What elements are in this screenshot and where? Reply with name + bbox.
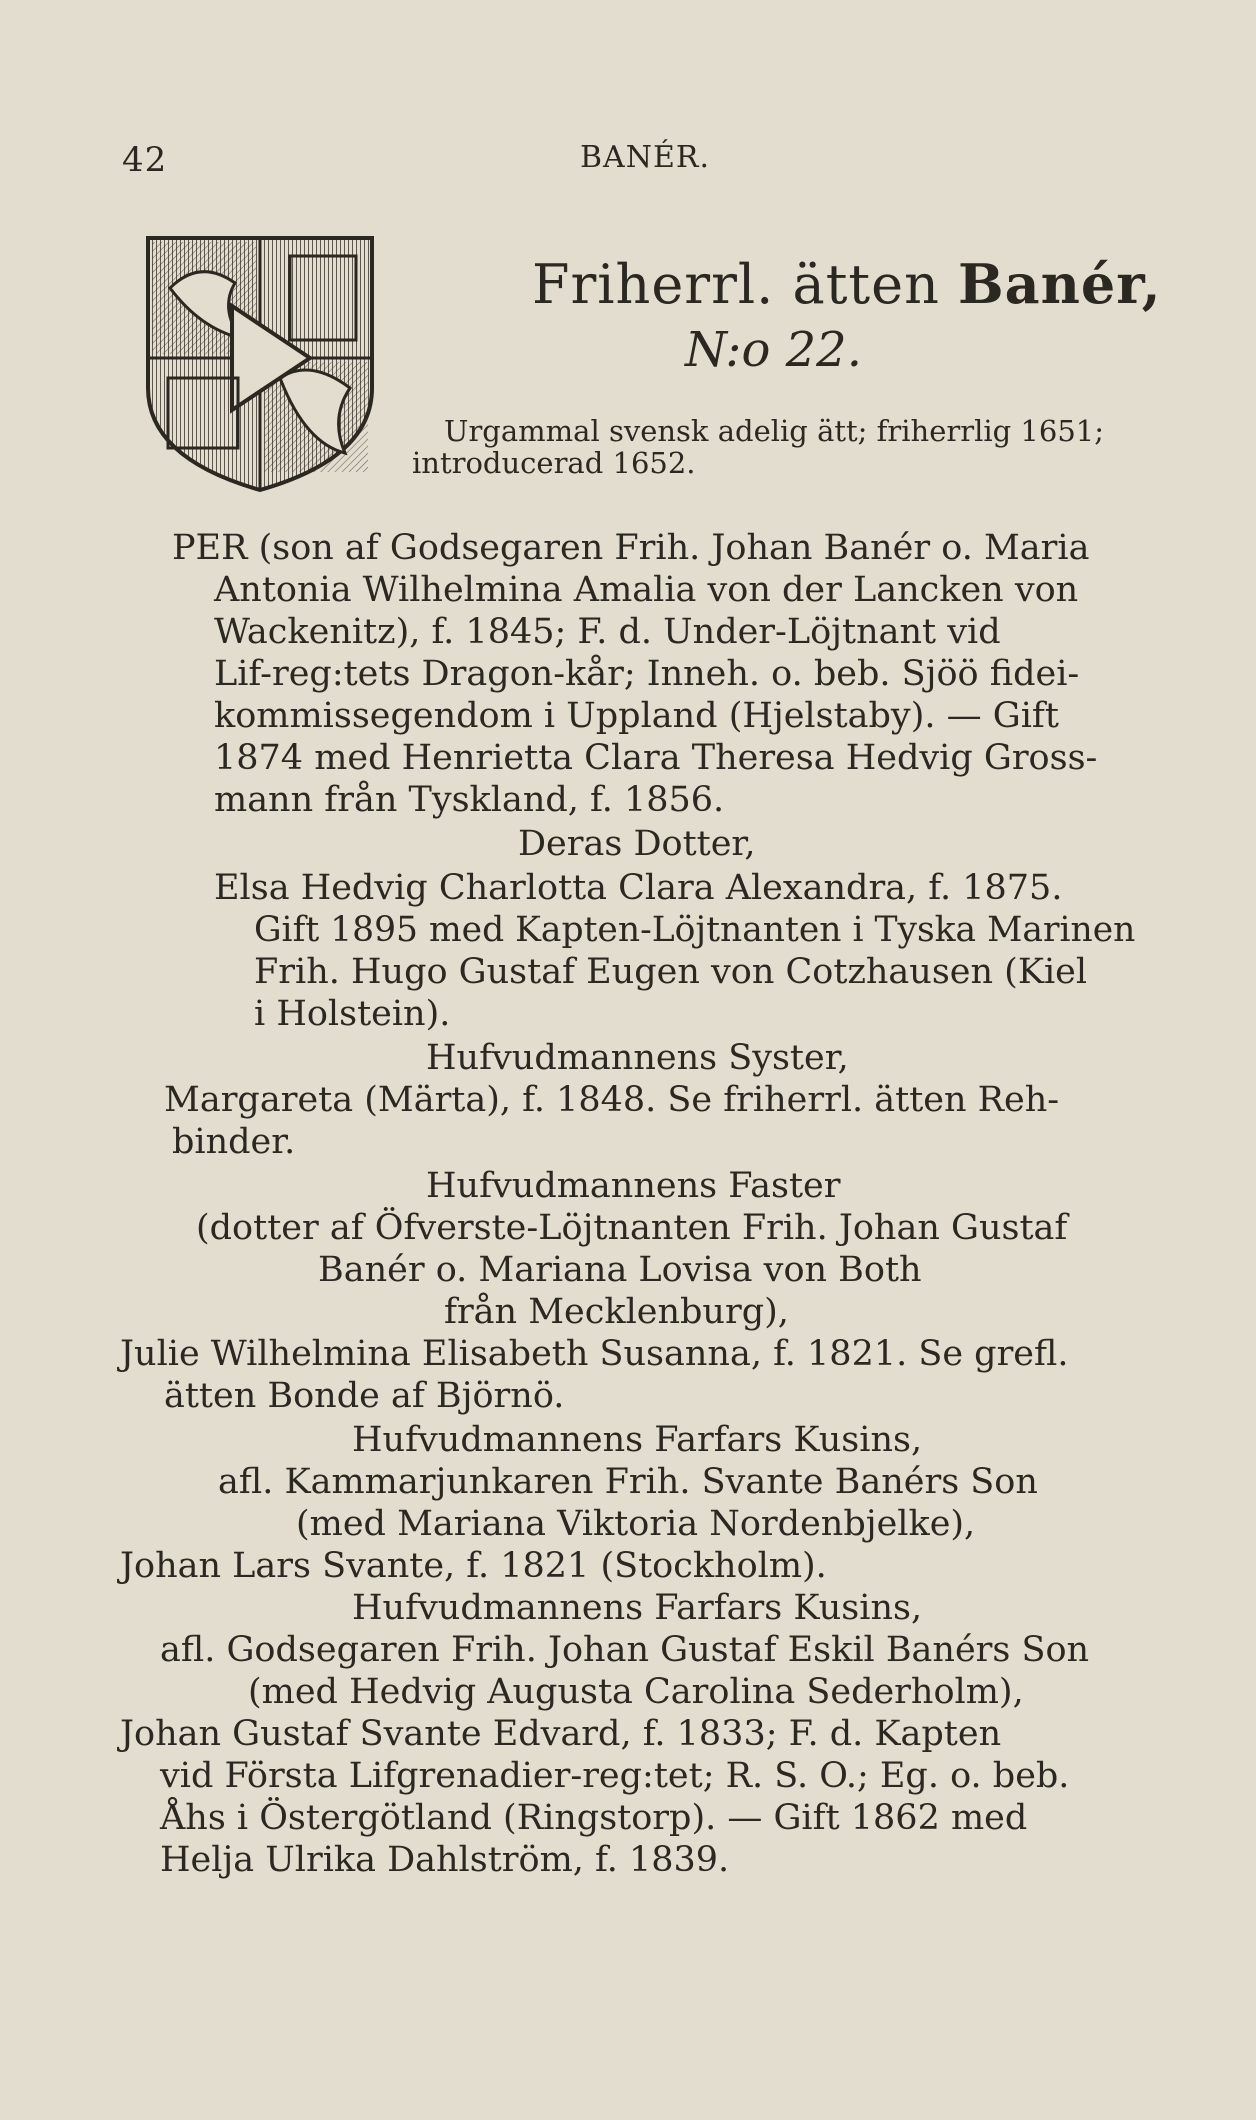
text-line: Margareta (Märta), f. 1848. Se friherrl. ätten Reh- <box>164 1080 1060 1120</box>
page-number: 42 <box>122 140 168 180</box>
text-line: Åhs i Östergötland (Ringstorp). — Gift 1862 med <box>160 1798 1028 1838</box>
family-note-line-1: Urgammal svensk adelig ätt; friherrlig 1651; <box>444 414 1104 448</box>
text-line: i Holstein). <box>254 994 451 1034</box>
text-line: afl. Kammarjunkaren Frih. Svante Banérs Son <box>218 1462 1038 1502</box>
text-line: Julie Wilhelmina Elisabeth Susanna, f. 1821. Se grefl. <box>120 1334 1069 1374</box>
shield-icon <box>140 228 380 498</box>
text-line: 1874 med Henrietta Clara Theresa Hedvig Gross- <box>214 738 1098 778</box>
text-line: Hufvudmannens Faster <box>426 1166 841 1206</box>
text-line: Johan Lars Svante, f. 1821 (Stockholm). <box>120 1546 827 1586</box>
text-line: Frih. Hugo Gustaf Eugen von Cotzhausen (Kiel <box>254 952 1088 992</box>
text-line: Banér o. Mariana Lovisa von Both <box>318 1250 922 1290</box>
text-line: (med Hedvig Augusta Carolina Sederholm), <box>248 1672 1024 1712</box>
text-line: Wackenitz), f. 1845; F. d. Under-Löjtnant vid <box>214 612 1001 652</box>
text-line: ätten Bonde af Björnö. <box>164 1376 565 1416</box>
text-line: kommissegendom i Uppland (Hjelstaby). — Gift <box>214 696 1059 736</box>
family-title <box>532 252 1162 316</box>
text-line: Helja Ulrika Dahlström, f. 1839. <box>160 1840 730 1880</box>
text-line: Lif-reg:tets Dragon-kår; Inneh. o. beb. Sjöö fidei- <box>214 654 1080 694</box>
coat-of-arms-image <box>140 228 380 502</box>
text-line: Johan Gustaf Svante Edvard, f. 1833; F. d. Kapten <box>120 1714 1002 1754</box>
text-line: PER (son af Godsegaren Frih. Johan Banér o. Maria <box>172 528 1090 568</box>
text-line: Hufvudmannens Farfars Kusins, <box>352 1420 923 1460</box>
text-line: afl. Godsegaren Frih. Johan Gustaf Eskil Banérs Son <box>160 1630 1090 1670</box>
text-line: (med Mariana Viktoria Nordenbjelke), <box>296 1504 976 1544</box>
family-number: N:o 22. <box>685 322 862 378</box>
text-line: (dotter af Öfverste-Löjtnanten Frih. Johan Gustaf <box>196 1208 1068 1248</box>
text-line: Hufvudmannens Syster, <box>426 1038 849 1078</box>
title-family-name: Banér, <box>958 252 1162 316</box>
text-line: Hufvudmannens Farfars Kusins, <box>352 1588 923 1628</box>
text-line: mann från Tyskland, f. 1856. <box>214 780 725 820</box>
title-prefix: Friherrl. ätten <box>532 253 940 316</box>
text-line: Gift 1895 med Kapten-Löjtnanten i Tyska Marinen <box>254 910 1136 950</box>
family-note-line-2: introducerad 1652. <box>412 446 696 480</box>
text-line: Elsa Hedvig Charlotta Clara Alexandra, f. 1875. <box>214 868 1063 908</box>
text-line: vid Första Lifgrenadier-reg:tet; R. S. O.; Eg. o. beb. <box>160 1756 1070 1796</box>
running-title: BANÉR. <box>580 140 710 175</box>
text-line: Antonia Wilhelmina Amalia von der Lancken von <box>214 570 1079 610</box>
text-line: binder. <box>172 1122 296 1162</box>
text-line: Deras Dotter, <box>518 824 756 864</box>
text-line: från Mecklenburg), <box>444 1292 789 1332</box>
